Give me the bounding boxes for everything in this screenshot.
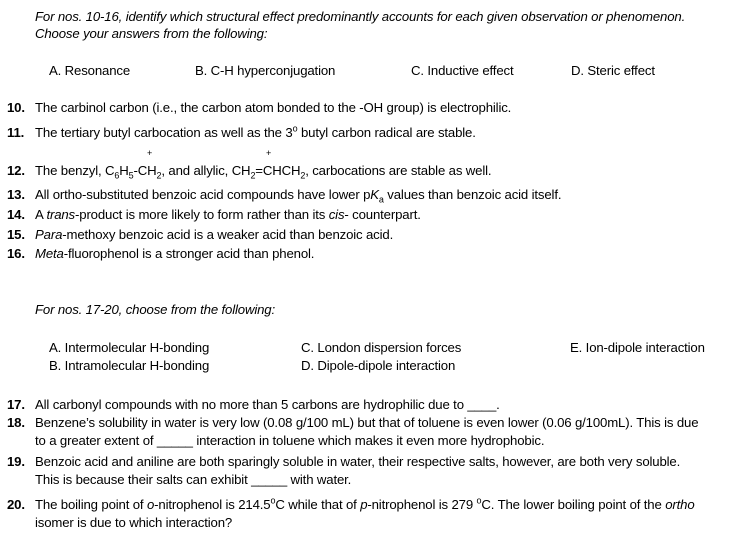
question-number: 11.	[7, 125, 25, 140]
option-a-intermolecular: A. Intermolecular H-bonding	[49, 340, 210, 355]
question-17-text: All carbonyl compounds with no more than 5 carbons are hydrophilic due to ____.	[35, 397, 500, 412]
question-number: 10.	[7, 100, 25, 115]
question-number: 16.	[7, 246, 25, 261]
question-15-text: Para-methoxy benzoic acid is a weaker acid than benzoic acid.	[35, 227, 394, 242]
option-c-inductive: C. Inductive effect	[411, 63, 514, 78]
section1-instruction-line1: For nos. 10-16, identify which structural effect predominantly accounts for each given observation or phenomenon.	[35, 9, 686, 24]
question-11-text: The tertiary butyl carbocation as well as the 3$^o$ butyl carbon radical are stable.	[35, 123, 476, 140]
cation-plus-sign: +	[147, 148, 153, 158]
question-number: 12.	[7, 163, 25, 178]
question-number: 19.	[7, 454, 25, 469]
question-number: 18.	[7, 415, 25, 430]
question-20-line1: The boiling point of o-nitrophenol is 214.5$^o$C while that of p-nitrophenol is 279 $^o$C. The lower boiling point of the ortho	[35, 495, 695, 512]
question-18-line1: Benzene’s solubility in water is very low (0.08 g/100 mL) but that of toluene is even lower (0.06 g/100mL). This is due	[35, 415, 699, 430]
option-e-ion-dipole: E. Ion-dipole interaction	[570, 340, 705, 355]
question-16-text: Meta-fluorophenol is a stronger acid than phenol.	[35, 246, 315, 261]
question-19-line1: Benzoic acid and aniline are both sparingly soluble in water, their respective salts, however, are both very soluble.	[35, 454, 681, 469]
option-d-dipole-dipole: D. Dipole-dipole interaction	[301, 358, 456, 373]
question-number: 17.	[7, 397, 25, 412]
cation-plus-sign: +	[266, 148, 272, 158]
question-number: 20.	[7, 497, 25, 512]
question-10-text: The carbinol carbon (i.e., the carbon atom bonded to the -OH group) is electrophilic.	[35, 100, 512, 115]
option-b-hyperconjugation: B. C-H hyperconjugation	[195, 63, 336, 78]
question-13-text: All ortho-substituted benzoic acid compounds have lower $pK_a$ values than benzoic acid itself.	[35, 187, 562, 205]
question-number: 13.	[7, 187, 25, 202]
option-c-london: C. London dispersion forces	[301, 340, 462, 355]
question-12-text: The benzyl, $C_6H_5-CH_2$, and allylic, $CH_2=CHCH_2$, carbocations are stable as well.	[35, 163, 492, 181]
section1-instruction-line2: Choose your answers from the following:	[35, 26, 268, 41]
section2-instruction: For nos. 17-20, choose from the following:	[35, 302, 275, 317]
option-a-resonance: A. Resonance	[49, 63, 131, 78]
question-number: 15.	[7, 227, 25, 242]
question-14-text: A trans-product is more likely to form rather than its cis- counterpart.	[35, 207, 421, 222]
question-18-line2: to a greater extent of _____ interaction in toluene which makes it even more hydrophobic.	[35, 433, 545, 448]
option-b-intramolecular: B. Intramolecular H-bonding	[49, 358, 210, 373]
question-19-line2: This is because their salts can exhibit _____ with water.	[35, 472, 352, 487]
question-number: 14.	[7, 207, 25, 222]
question-20-line2: isomer is due to which interaction?	[35, 515, 233, 530]
option-d-steric: D. Steric effect	[571, 63, 655, 78]
